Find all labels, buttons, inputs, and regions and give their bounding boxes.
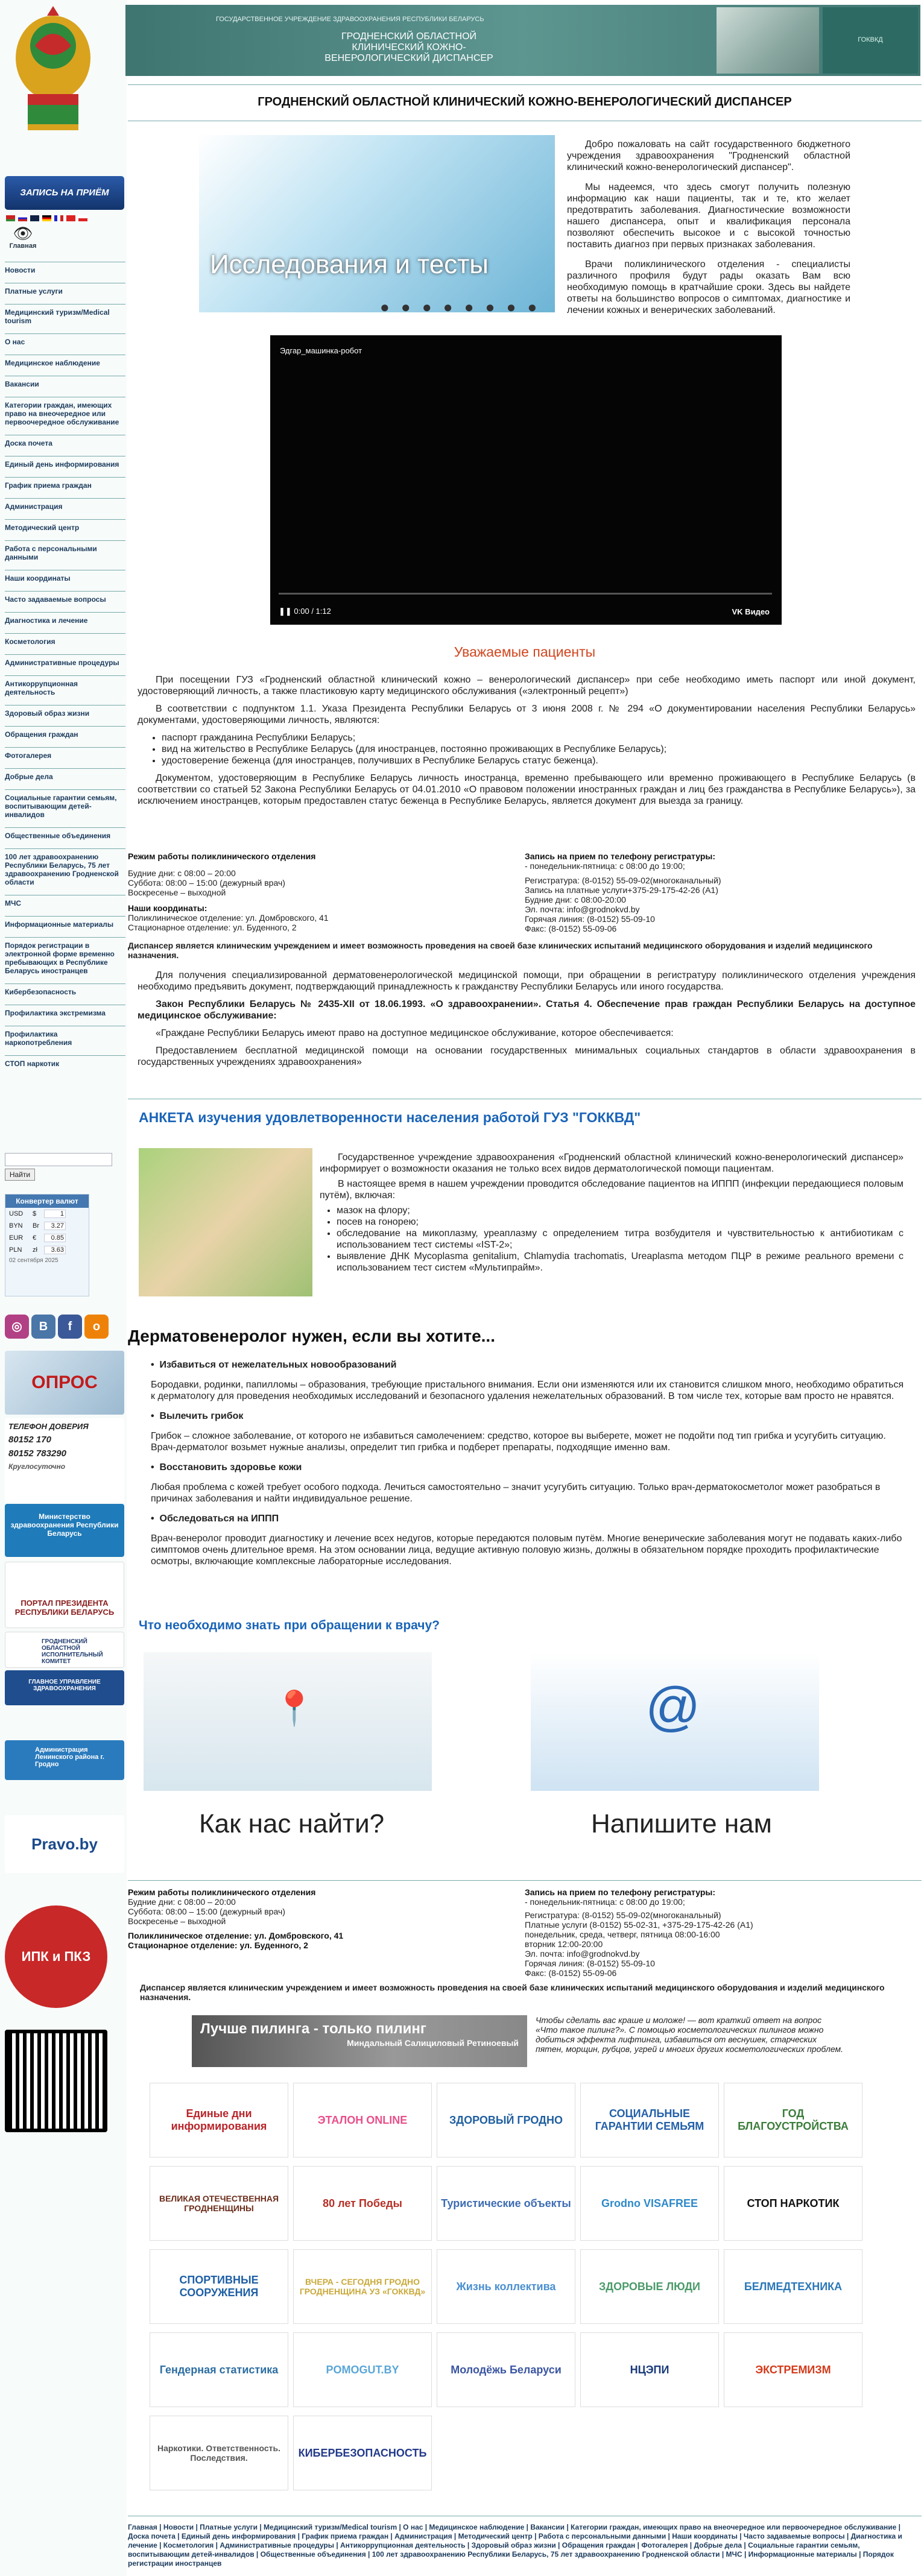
president-portal-banner[interactable]: ПОРТАЛ ПРЕЗИДЕНТА РЕСПУБЛИКИ БЕЛАРУСЬ: [5, 1562, 124, 1628]
video-player[interactable]: [270, 335, 782, 625]
hours-weekdays: Будние дни: с 08:00 – 20:00: [128, 868, 236, 878]
sidebar-nav-item[interactable]: Администрация: [5, 498, 125, 513]
eye-icon: 👁: [13, 224, 33, 242]
currency-row: [5, 1232, 89, 1244]
partner-logo-tile[interactable]: СПОРТИВНЫЕ СООРУЖЕНИЯ: [150, 2249, 288, 2324]
law-paragraph: Предоставлением бесплатной медицинской помощи на основании государственных минимальных социальных стандартов в области здравоохранения в государственных учреждениях здравоохранения»: [138, 1046, 916, 1067]
sidebar-nav-item[interactable]: Профилактика наркопотребления: [5, 1026, 125, 1049]
test-item: • посев на гонорею;: [337, 1216, 903, 1228]
sidebar-nav-item[interactable]: Информационные материалы: [5, 916, 125, 931]
oblispolkom-banner[interactable]: ГРОДНЕНСКИЙ ОБЛАСТНОЙ ИСПОЛНИТЕЛЬНЫЙ КОМИТЕТ: [5, 1632, 124, 1668]
pravo-banner[interactable]: Pravo.by: [5, 1815, 124, 1873]
fax-number: Факс: (8-0152) 55-09-06: [525, 1968, 617, 1978]
building-photo: [717, 7, 819, 74]
admin-leninsky-banner[interactable]: Администрация Ленинского района г. Гродно: [5, 1740, 124, 1780]
derm-item-heading: • Вылечить грибок: [151, 1411, 244, 1421]
email-icon: @: [645, 1677, 701, 1737]
org-title: ГРОДНЕНСКИЙ ОБЛАСТНОЙ КЛИНИЧЕСКИЙ КОЖНО-ВЕНЕРОЛОГИЧЕСКИЙ ДИСПАНСЕР: [258, 95, 792, 109]
dear-patients-heading: Уважаемые пациенты: [454, 644, 596, 660]
id-document-item: • паспорт гражданина Республики Беларусь;: [162, 732, 916, 743]
currency-row: [5, 1208, 89, 1220]
sidebar-nav-item[interactable]: Антикоррупционная деятельность: [5, 675, 125, 699]
sidebar-nav-item[interactable]: Кибербезопасность: [5, 983, 125, 999]
opros-banner[interactable]: ОПРОС: [5, 1351, 124, 1415]
partner-logo-tile[interactable]: СТОП НАРКОТИК: [724, 2166, 862, 2241]
sidebar-nav-item[interactable]: Социальные гарантии семьям, воспитывающим детей-инвалидов: [5, 789, 125, 821]
email-link[interactable]: Эл. почта: info@grodnokvd.by: [525, 904, 640, 914]
site-logo[interactable]: ГОКВКД: [823, 7, 918, 74]
sidebar-nav-item[interactable]: 100 лет здравоохранению Республики Беларусь, 75 лет здравоохранению Гродненской области: [5, 848, 125, 889]
patients-text: [138, 674, 916, 813]
sidebar-nav-item[interactable]: Единый день информирования: [5, 456, 125, 471]
peeling-banner-types: Миндальный Салициловый Ретиноевый: [347, 2038, 519, 2048]
instagram-icon[interactable]: ◎: [5, 1315, 29, 1339]
glavnoe-upravlenie-banner[interactable]: ГЛАВНОЕ УПРАВЛЕНИЕ ЗДРАВООХРАНЕНИЯ: [5, 1670, 124, 1705]
patients-paragraph: Документом, удостоверяющим в Республике Беларусь личность иностранца, временно пребывающего или временно проживающего в Республике Беларусь (в соответствии со статьей 52 Закона Республики Беларусь от 04.01.2010 «О правовом положении иностранных граждан и лиц без гражданства в Республике Беларусь»), за исключением иностранцев, которым предоставлен статус беженца в Республике Беларусь, является документ для выезда за границу.: [138, 773, 916, 806]
sidebar-nav-item[interactable]: Методический центр: [5, 519, 125, 534]
law-paragraph: «Граждане Республики Беларусь имеют право на доступное медицинское обслуживание, которое обеспечивается:: [156, 1028, 674, 1038]
partner-logo-tile[interactable]: ВЧЕРА - СЕГОДНЯ ГРОДНО ГРОДНЕНЩИНА УЗ «ГОККВД»: [293, 2249, 432, 2324]
derm-item-text: Врач-венеролог проводит диагностику и лечение всех недугов, которые передаются половым путём. Многие венерические заболевания могут не подавать каких-либо симптомов очень длительное время. На этом основании лица, ведущие активную половую жизнь, должны в обязательном порядке проходить профилактические осмотры, включающие комплексные лабораторные исследования.: [151, 1533, 902, 1567]
sidebar-nav-item[interactable]: Общественные объединения: [5, 827, 125, 842]
currency-code: BYN: [9, 1222, 23, 1230]
partner-logo-tile[interactable]: ВЕЛИКАЯ ОТЕЧЕСТВЕННАЯ ГРОДНЕНЩИНЫ: [150, 2166, 288, 2241]
currency-row: [5, 1220, 89, 1232]
video-title: Эдгар_машинка-робот: [280, 346, 362, 355]
qr-code: [5, 2030, 107, 2132]
poly-address: Поликлиническое отделение: ул. Домбровского, 41: [128, 1931, 344, 1940]
partner-logo-tile[interactable]: ЭТАЛОН ONLINE: [293, 2083, 432, 2158]
hotline-title: ТЕЛЕФОН ДОВЕРИЯ: [8, 1422, 89, 1431]
currency-symbol: €: [33, 1234, 37, 1242]
language-flags: [6, 215, 87, 221]
video-time: 0:00 / 1:12: [294, 607, 331, 616]
header-title[interactable]: ГРОДНЕНСКИЙ ОБЛАСТНОЙ КЛИНИЧЕСКИЙ КОЖНО-ВЕНЕРОЛОГИЧЕСКИЙ ДИСПАНСЕР: [324, 31, 493, 63]
hours-saturday: Суббота: 08:00 – 15:00 (дежурный врач): [128, 878, 285, 888]
welcome-paragraph: Добро пожаловать на сайт государственного бюджетного учреждения здравоохранения "Гродненский областной клинический кожно-венерологический диспансер".: [567, 139, 850, 172]
flag-icon-cn[interactable]: [66, 215, 75, 221]
sidebar-nav-item[interactable]: Косметология: [5, 633, 125, 648]
converter-date: 02 сентября 2025: [9, 1257, 59, 1264]
sidebar-nav-item[interactable]: Диагностика и лечение: [5, 612, 125, 627]
partner-logo-tile[interactable]: ГОД БЛАГОУСТРОЙСТВА: [724, 2083, 862, 2158]
search-input[interactable]: [5, 1153, 112, 1166]
sidebar-nav-item[interactable]: Медицинское наблюдение: [5, 355, 125, 370]
phone-title: Запись на прием по телефону регистратуры:: [525, 851, 716, 861]
need-to-know-link[interactable]: Что необходимо знать при обращении к врачу?: [139, 1618, 440, 1632]
sidebar-nav-item[interactable]: Фотогалерея: [5, 747, 125, 762]
appointment-button[interactable]: ЗАПИСЬ НА ПРИЁМ: [5, 176, 124, 210]
map-pin-icon: 📍: [273, 1689, 315, 1727]
divider: [128, 1880, 922, 1881]
partner-logo-tile[interactable]: СОЦИАЛЬНЫЕ ГАРАНТИИ СЕМЬЯМ: [580, 2083, 719, 2158]
law-paragraph: Для получения специализированной дерматовенерологической медицинской помощи, при обращении в регистратуру поликлинического отделения учреждения необходимо предъявить документ, подтверждающий принадлежность к гражданству Республики Беларусь или иного государства.: [138, 970, 916, 992]
ipk-banner[interactable]: ИПК и ПКЗ: [5, 1905, 107, 2008]
law-text: [138, 970, 916, 1074]
hours-sunday: Воскресенье – выходной: [128, 1916, 226, 1926]
paid-hours: Будние дни: с 08:00-20:00: [525, 895, 626, 904]
divider: [128, 84, 922, 85]
currency-converter: [5, 1194, 89, 1296]
hotline-phone[interactable]: Горячая линия: (8-0152) 55-09-10: [525, 914, 655, 924]
currency-symbol: $: [33, 1210, 37, 1217]
state-emblem-icon: [5, 4, 101, 136]
dandelion-girl-image: [139, 1148, 312, 1296]
disclaimer: Диспансер является клиническим учреждением и имеет возможность проведения на своей базе клинических испытаний медицинского оборудования и изделий медицинского назначения.: [128, 941, 873, 960]
sidebar-nav-item[interactable]: Обращения граждан: [5, 726, 125, 741]
paid-phone[interactable]: Запись на платные услуги+375-29-175-42-26 (A1): [525, 885, 718, 895]
hotline-banner[interactable]: [5, 1418, 124, 1503]
welcome-paragraph: Врачи поликлинического отделения - специалисты различного профиля будут рады оказать Вам всю необходимую помощь в кратчайшие сроки. Здесь вы найдете ответы на большинство вопросов о симптомах, диагностике и лечении кожных и венерических заболеваний.: [567, 259, 850, 315]
carousel-dots[interactable]: ● ● ● ● ● ● ● ●: [380, 298, 541, 312]
sidebar-nav-item[interactable]: Доска почета: [5, 435, 125, 450]
hours-title: Режим работы поликлинического отделения: [128, 851, 316, 861]
anketa-text: [320, 1152, 903, 1274]
partner-logo-tile[interactable]: Гендерная статистика: [150, 2332, 288, 2407]
sidebar-nav-item[interactable]: Порядок регистрации в электронной форме временно пребывающих в Республике Беларусь иностранцев: [5, 937, 125, 977]
main-label: Главная: [9, 242, 37, 250]
sidebar-nav-item[interactable]: О нас: [5, 333, 125, 349]
flag-icon-ru[interactable]: [18, 215, 27, 221]
id-document-item: • удостоверение беженца (для иностранцев, получивших в Республике Беларусь статус беженца).: [162, 755, 916, 766]
vk-icon[interactable]: B: [31, 1315, 55, 1339]
partner-logo-tile[interactable]: Grodno VISAFREE: [580, 2166, 719, 2241]
coords-title: Наши координаты:: [128, 903, 207, 913]
partner-logo-tile[interactable]: БЕЛМЕДТЕХНИКА: [724, 2249, 862, 2324]
odnoklassniki-icon[interactable]: о: [84, 1315, 109, 1339]
accessibility-toggle[interactable]: [5, 224, 41, 256]
partner-logo-tile[interactable]: 80 лет Победы: [293, 2166, 432, 2241]
flag-icon-pl[interactable]: [78, 215, 87, 221]
partner-logo-tile[interactable]: ЗДОРОВЫЙ ГРОДНО: [437, 2083, 575, 2158]
hours-block: [128, 851, 922, 953]
anketa-link[interactable]: АНКЕТА изучения удовлетворенности населения работой ГУЗ "ГОККВД": [139, 1110, 641, 1125]
find-us-link[interactable]: Как нас найти?: [199, 1809, 385, 1839]
partner-logo-tile[interactable]: ЗДОРОВЫЕ ЛЮДИ: [580, 2249, 719, 2324]
phone-hours: - понедельник-пятница: с 08:00 до 19:00;: [525, 861, 685, 871]
derm-item-text: Бородавки, родинки, папилломы – образования, требующие пристального внимания. Если они изменяются или их становится слишком много, необходимо обратиться к дерматологу для проведения необходимых исследований и безопасного удаления нежелательных образований. В том числе тех, которые вам просто не нравятся.: [151, 1380, 904, 1401]
hours-block-footer: [128, 1887, 922, 1996]
peeling-banner-title: Лучше пилинга - только пилинг: [200, 2021, 426, 2037]
currency-value-input[interactable]: 3.63: [44, 1246, 66, 1254]
search-button[interactable]: Найти: [5, 1169, 35, 1181]
sidebar-nav-item[interactable]: Вакансии: [5, 376, 125, 391]
map-image[interactable]: [144, 1652, 432, 1791]
patients-paragraph: В соответствии с подпунктом 1.1. Указа Президента Республики Беларусь от 3 июня 2008 г. № 294 «О документировании населения Республики Беларусь» документами, удостоверяющими личность, являются:: [138, 704, 916, 725]
hotline-number-2: 80152 783290: [8, 1448, 66, 1459]
partner-logo-tile[interactable]: Молодёжь Беларуси: [437, 2332, 575, 2407]
hours-saturday: Суббота: 08:00 – 15:00 (дежурный врач): [128, 1907, 285, 1916]
sidebar-nav-item[interactable]: Профилактика экстремизма: [5, 1005, 125, 1020]
derm-item-text: Любая проблема с кожей требует особого подхода. Лечиться самостоятельно – значит усугубить ситуацию. Только врач-дерматокосметолог может разобраться в причинах заболевания и найти индивидуальное решение.: [151, 1482, 881, 1504]
paid-phone[interactable]: Платные услуги (8-0152) 55-02-31, +375-29-175-42-26 (A1): [525, 1920, 753, 1930]
sidebar-nav: [5, 262, 125, 1076]
currency-symbol: Br: [33, 1222, 39, 1230]
derm-item-text: Грибок – сложное заболевание, от которого не избавиться самолечением: средство, которое вы выберете, может не подойти под тип грибка и усугубить ситуацию. Врач-дерматолог возьмет нужные анализы, определит тип грибка и подберет препараты, подходящие именно вам.: [151, 1431, 886, 1453]
sidebar-nav-item[interactable]: МЧС: [5, 895, 125, 910]
partner-logo-tile[interactable]: ЭКСТРЕМИЗМ: [724, 2332, 862, 2407]
stat-address: Стационарное отделение: ул. Буденного, 2: [128, 923, 297, 932]
partner-logo-tile[interactable]: КИБЕРБЕЗОПАСНОСТЬ: [293, 2416, 432, 2490]
video-controls[interactable]: ❚❚ 0:00 / 1:12: [279, 607, 331, 616]
flag-icon-fr[interactable]: [54, 215, 63, 221]
sidebar-nav-item[interactable]: Медицинский туризм/Medical tourism: [5, 304, 125, 327]
sidebar-nav-item[interactable]: Административные процедуры: [5, 654, 125, 669]
sidebar-nav-item[interactable]: Новости: [5, 262, 125, 277]
anketa-paragraph: Государственное учреждение здравоохранения «Гродненский областной клинический кожно-венерологический диспансер» информирует о возможности оказания не только всех видов дерматологической помощи пациентам.: [320, 1152, 903, 1174]
hotline-note: Круглосуточно: [8, 1462, 66, 1471]
sidebar-nav-item[interactable]: Работа с персональными данными: [5, 540, 125, 564]
hours-sunday: Воскресенье – выходной: [128, 888, 226, 897]
currency-code: USD: [9, 1210, 24, 1217]
poly-address: Поликлиническое отделение: ул. Домбровского, 41: [128, 913, 329, 923]
hours-title: Режим работы поликлинического отделения: [128, 1887, 316, 1897]
currency-value-input[interactable]: 3.27: [44, 1222, 66, 1230]
disclaimer: Диспансер является клиническим учреждением и имеет возможность проведения на своей базе клинических испытаний медицинского оборудования и изделий медицинского назначения.: [140, 1983, 885, 2002]
test-item: • выявление ДНК Mycoplasma genitalium, Chlamydia trachomatis, Ureaplasma методом ПЦР в режиме реального времени с использованием тест систем «Мультипрайм».: [337, 1251, 903, 1274]
sidebar-nav-item[interactable]: Категории граждан, имеющих право на внеочередное или первоочередное обслуживание: [5, 397, 125, 429]
currency-value-input[interactable]: 1: [44, 1210, 66, 1218]
mail-image[interactable]: [531, 1652, 819, 1791]
stat-address: Стационарное отделение: ул. Буденного, 2: [128, 1940, 308, 1950]
law-paragraph: Закон Республики Беларусь № 2435-XII от 18.06.1993. «О здравоохранении». Статья 4. Обеспечение прав граждан Республики Беларусь на доступное медицинское обслуживание:: [138, 999, 916, 1021]
facebook-icon[interactable]: f: [58, 1315, 82, 1339]
sidebar-nav-item[interactable]: График приема граждан: [5, 477, 125, 492]
derm-heading: Дерматовенеролог нужен, если вы хотите...: [128, 1327, 495, 1345]
ministry-banner[interactable]: Министерство здравоохранения Республики Беларусь: [5, 1504, 124, 1557]
sidebar-nav-item[interactable]: Здоровый образ жизни: [5, 705, 125, 720]
flag-icon-en[interactable]: [30, 215, 39, 221]
fax-number: Факс: (8-0152) 55-09-06: [525, 924, 617, 933]
sidebar-nav-item[interactable]: Наши координаты: [5, 570, 125, 585]
hero-image[interactable]: [199, 135, 555, 312]
welcome-paragraph: Мы надеемся, что здесь смогут получить полезную информацию как наши пациенты, так и те, кто желает предотвратить заболевания. Диагностические возможности нашего диспансера, опыт и квалификация персонала позволяют обеспечить высокое и с высокой точностью поставить диагноз при первых признаках заболевания.: [567, 182, 850, 250]
video-provider[interactable]: VK Видео: [732, 607, 770, 616]
sidebar-nav-item[interactable]: Добрые дела: [5, 768, 125, 783]
flag-icon-de[interactable]: [42, 215, 51, 221]
derm-item-heading: • Избавиться от нежелательных новообразований: [151, 1360, 397, 1370]
hotline-number-1: 80152 170: [8, 1435, 51, 1445]
hours-weekdays: Будние дни: с 08:00 – 20:00: [128, 1897, 236, 1907]
sidebar-nav-item[interactable]: Платные услуги: [5, 283, 125, 298]
sidebar-nav-item[interactable]: Часто задаваемые вопросы: [5, 591, 125, 606]
anketa-paragraph: В настоящее время в нашем учреждении проводится обследование пациентов на ИППП (инфекции передающиеся половым путём), включая:: [320, 1179, 903, 1201]
flag-icon-be[interactable]: [6, 215, 15, 221]
currency-value-input[interactable]: 0.85: [44, 1234, 66, 1242]
phone-hours: - понедельник-пятница: с 08:00 до 19:00;: [525, 1897, 685, 1907]
social-links: [5, 1315, 109, 1339]
partner-logo-tile[interactable]: Жизнь коллектива: [437, 2249, 575, 2324]
patients-paragraph: При посещении ГУЗ «Гродненский областной клинический кожно – венерологический диспансер» при себе необходимо иметь паспорт или иной документ, удостоверяющий личность, а также пластиковую карту медицинского обслуживания («электронный рецепт»): [138, 675, 916, 696]
derm-item-heading: • Обследоваться на ИППП: [151, 1514, 279, 1524]
peeling-banner[interactable]: [192, 2015, 527, 2067]
write-us-link[interactable]: Напишите нам: [591, 1809, 772, 1839]
currency-code: PLN: [9, 1246, 22, 1254]
peeling-text: Чтобы сделать вас краше и моложе! — вот краткий ответ на вопрос «Что такое пилинг?». С помощью косметологических пилингов можно добиться эффекта лифтинга, избавиться от веснушек, старческих пятен, морщин, рубцов, угрей и многих других косметологических проблем.: [536, 2015, 843, 2054]
currency-code: EUR: [9, 1234, 24, 1242]
email-link[interactable]: Эл. почта: info@grodnokvd.by: [525, 1949, 640, 1959]
currency-symbol: zł: [33, 1246, 37, 1254]
id-document-item: • вид на жительство в Республике Беларусь (для иностранцев, постоянно проживающих в Республике Беларусь);: [162, 743, 916, 755]
site-header: [125, 5, 920, 76]
welcome-text: [567, 139, 850, 324]
partner-logo-tile[interactable]: Туристические объекты: [437, 2166, 575, 2241]
hero-caption: Исследования и тесты: [210, 250, 489, 279]
sidebar-nav-item[interactable]: СТОП наркотик: [5, 1055, 125, 1070]
partner-logo-tile[interactable]: Единые дни информирования: [150, 2083, 288, 2158]
converter-title: Конвертер валют: [5, 1195, 89, 1208]
currency-row: [5, 1244, 89, 1256]
derm-item-heading: • Восстановить здоровье кожи: [151, 1462, 302, 1473]
partner-logo-tile[interactable]: Наркотики. Ответственность. Последствия.: [150, 2416, 288, 2490]
test-item: • обследование на микоплазму, уреаплазму с определением титра возбудителя и чувствительностью к антибиотикам с использованием тест системы «IST-2»;: [337, 1228, 903, 1251]
registry-phone[interactable]: Регистратура: (8-0152) 55-09-02(многоканальный): [525, 876, 721, 885]
hotline-phone[interactable]: Горячая линия: (8-0152) 55-09-10: [525, 1959, 655, 1968]
video-progress-bar[interactable]: [279, 593, 772, 595]
paid-hours: понедельник, среда, четверг, пятница 08:00-16:00: [525, 1930, 720, 1939]
header-supertitle: ГОСУДАРСТВЕННОЕ УЧРЕЖДЕНИЕ ЗДРАВООХРАНЕНИЯ РЕСПУБЛИКИ БЕЛАРУСЬ: [216, 16, 484, 23]
test-item: • мазок на флору;: [337, 1205, 903, 1216]
phone-title: Запись на прием по телефону регистратуры:: [525, 1887, 716, 1897]
partner-logo-tile[interactable]: POMOGUT.BY: [293, 2332, 432, 2407]
footer-nav[interactable]: Главная | Новости | Платные услуги | Медицинский туризм/Medical tourism | О нас | Медицинское наблюдение | Вакансии | Категории граждан, имеющих право на внеочередное или первоочередное обслуживание | Доска почета | Единый день информирования | График приема граждан | Администрация | Методический центр | Работа с персональными данными | Наши координаты | Часто задаваемые вопросы | Диагностика и лечение | Косметология | Административные процедуры | Антикоррупционная деятельность | Здоровый образ жизни | Обращения граждан | Фотогалерея | Добрые дела | Социальные гарантии семьям, воспитывающим детей-инвалидов | Общественные объединения | 100 лет здравоохранению Республики Беларусь, 75 лет здравоохранению Гродненской области | МЧС | Информационные материалы | Порядок регистрации иностранцев: [128, 2523, 902, 2568]
sidebar: [0, 0, 127, 2576]
partner-logo-tile[interactable]: НЦЭПИ: [580, 2332, 719, 2407]
derm-list: [140, 1356, 910, 1576]
registry-phone[interactable]: Регистратура: (8-0152) 55-09-02(многоканальный): [525, 1910, 721, 1920]
tuesday-hours: вторник 12:00-20:00: [525, 1939, 603, 1949]
